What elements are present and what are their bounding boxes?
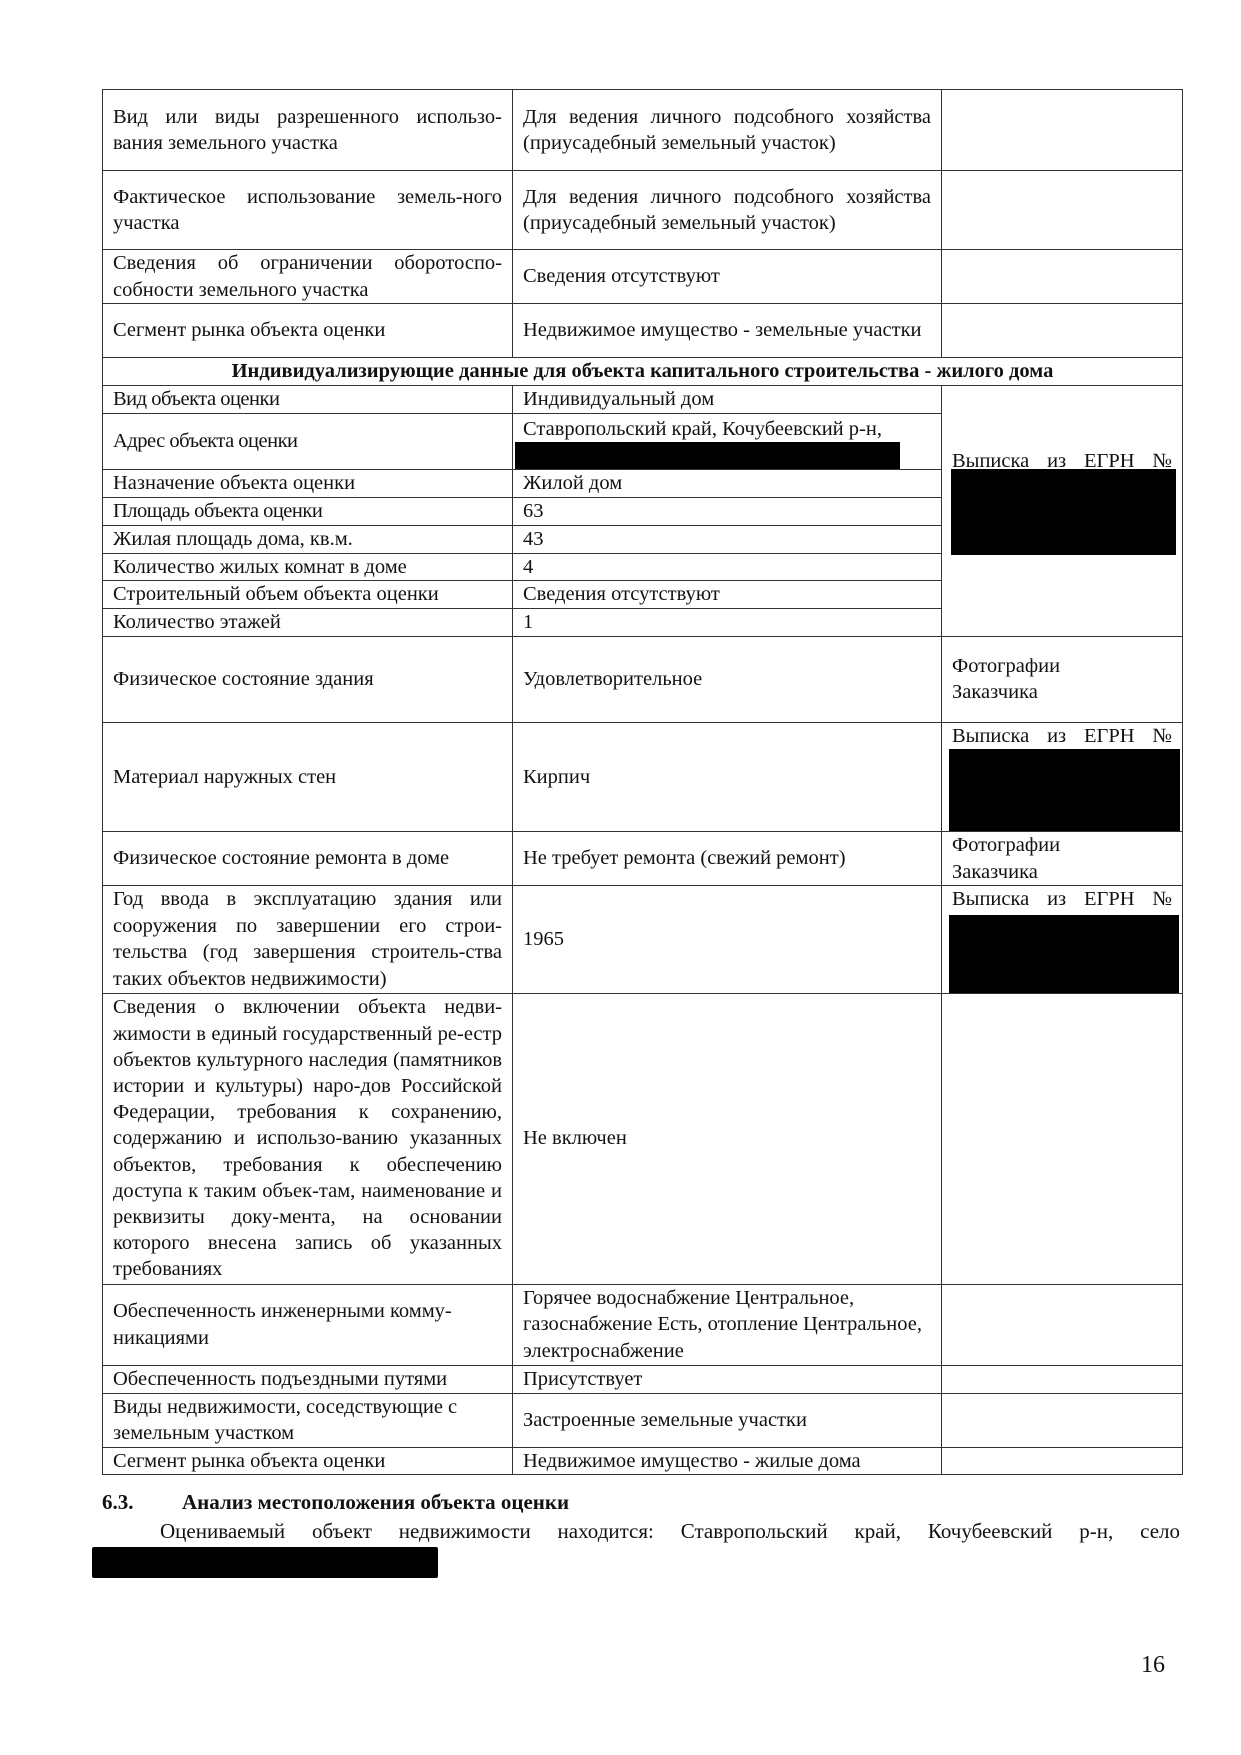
row-value: 4 bbox=[513, 553, 942, 581]
row-label: Количество этажей bbox=[103, 609, 513, 637]
table-row bbox=[103, 304, 1183, 358]
egrn-source-label: Выписка из ЕГРН № bbox=[952, 888, 1172, 910]
photos-source-line1: Фотографии bbox=[952, 654, 1061, 677]
row-label: Адрес объекта оценки bbox=[103, 413, 513, 470]
row-value: Не включен bbox=[513, 993, 942, 1284]
section-title: Индивидуализирующие данные для объекта капитального строительства - жилого дома bbox=[103, 358, 1183, 386]
row-source bbox=[942, 1447, 1183, 1475]
address-text: Ставропольский край, Кочубеевский р-н, bbox=[523, 417, 882, 440]
table-row bbox=[103, 832, 1183, 886]
section-number: 6.3. bbox=[102, 1490, 134, 1514]
row-value: Для ведения личного подсобного хозяйства (приусадебный земельный участок) bbox=[513, 90, 942, 171]
redacted-address bbox=[515, 442, 900, 469]
row-source bbox=[942, 1365, 1183, 1393]
row-label: Фактическое использование земель-ного участка bbox=[103, 171, 513, 250]
table-row bbox=[103, 250, 1183, 304]
row-source bbox=[942, 886, 1183, 994]
redacted-block bbox=[949, 749, 1180, 831]
row-label: Сегмент рынка объекта оценки bbox=[103, 1447, 513, 1475]
row-source bbox=[942, 636, 1183, 722]
row-value bbox=[513, 413, 942, 470]
row-value: Присутствует bbox=[513, 1365, 942, 1393]
table-row bbox=[103, 1447, 1183, 1475]
row-label: Физическое состояние ремонта в доме bbox=[103, 832, 513, 886]
row-value: 1 bbox=[513, 609, 942, 637]
section-header-row bbox=[103, 358, 1183, 386]
redacted-block bbox=[951, 469, 1176, 555]
row-label: Вид объекта оценки bbox=[103, 386, 513, 414]
property-characteristics-table bbox=[102, 89, 1183, 1475]
row-label: Физическое состояние здания bbox=[103, 636, 513, 722]
row-label: Вид или виды разрешенного использо-вания земельного участка bbox=[103, 90, 513, 171]
row-source bbox=[942, 1393, 1183, 1447]
row-source bbox=[942, 386, 1183, 637]
table-row bbox=[103, 993, 1183, 1284]
egrn-source-label: Выписка из ЕГРН № bbox=[952, 450, 1172, 472]
row-label: Площадь объекта оценки bbox=[103, 498, 513, 526]
row-source bbox=[942, 1284, 1183, 1365]
table-row bbox=[103, 171, 1183, 250]
row-label: Жилая площадь дома, кв.м. bbox=[103, 525, 513, 553]
row-source bbox=[942, 90, 1183, 171]
table-row bbox=[103, 886, 1183, 994]
row-source bbox=[942, 993, 1183, 1284]
redacted-block bbox=[949, 915, 1179, 993]
row-value: Индивидуальный дом bbox=[513, 386, 942, 414]
row-source bbox=[942, 722, 1183, 832]
table-row bbox=[103, 1365, 1183, 1393]
row-source bbox=[942, 832, 1183, 886]
table-row bbox=[103, 1393, 1183, 1447]
table-row bbox=[103, 722, 1183, 832]
row-value: Сведения отсутствуют bbox=[513, 250, 942, 304]
table-row bbox=[103, 636, 1183, 722]
row-value: Не требует ремонта (свежий ремонт) bbox=[513, 832, 942, 886]
row-label: Обеспеченность инженерными комму-никациями bbox=[103, 1284, 513, 1365]
table-row bbox=[103, 1284, 1183, 1365]
row-source bbox=[942, 304, 1183, 358]
row-value: 63 bbox=[513, 498, 942, 526]
row-label: Количество жилых комнат в доме bbox=[103, 553, 513, 581]
egrn-source-label: Выписка из ЕГРН № bbox=[952, 724, 1172, 747]
row-label: Строительный объем объекта оценки bbox=[103, 581, 513, 609]
photos-source-line1: Фотографии bbox=[952, 834, 1061, 856]
table-row bbox=[103, 90, 1183, 171]
row-value: Удовлетворительное bbox=[513, 636, 942, 722]
photos-source-line2: Заказчика bbox=[952, 681, 1038, 703]
section-heading-title: Анализ местоположения объекта оценки bbox=[182, 1490, 570, 1514]
row-label: Сведения о включении объекта недви-жимости в единый государственный ре-естр объектов культурного наследия (памятников истории и культуры) наро-дов Российской Федерации, требования к сохранению, содержанию и использо-ванию указанных объектов, требования к обеспечению доступа к таким объек-там, наименование и реквизиты доку-мента, на основании которого внесена запись об указанных требованиях bbox=[103, 993, 513, 1284]
row-value: 43 bbox=[513, 525, 942, 553]
row-label: Сегмент рынка объекта оценки bbox=[103, 304, 513, 358]
row-value: Недвижимое имущество - жилые дома bbox=[513, 1447, 942, 1475]
location-paragraph: Оцениваемый объект недвижимости находится: Ставропольский край, Кочубеевский р-н, село bbox=[160, 1519, 1180, 1543]
row-value: 1965 bbox=[513, 886, 942, 994]
row-value: Кирпич bbox=[513, 722, 942, 832]
row-value: Застроенные земельные участки bbox=[513, 1393, 942, 1447]
photos-source-line2: Заказчика bbox=[952, 860, 1038, 883]
row-value: Для ведения личного подсобного хозяйства (приусадебный земельный участок) bbox=[513, 171, 942, 250]
row-source bbox=[942, 171, 1183, 250]
row-value: Горячее водоснабжение Центральное, газоснабжение Есть, отопление Центральное, электроснабжение bbox=[513, 1284, 942, 1365]
row-label: Назначение объекта оценки bbox=[103, 470, 513, 498]
row-label: Виды недвижимости, соседствующие с земельным участком bbox=[103, 1393, 513, 1447]
row-value: Сведения отсутствуют bbox=[513, 581, 942, 609]
row-value: Недвижимое имущество - земельные участки bbox=[513, 304, 942, 358]
row-label: Обеспеченность подъездными путями bbox=[103, 1365, 513, 1393]
row-label: Материал наружных стен bbox=[103, 722, 513, 832]
row-label: Год ввода в эксплуатацию здания или сооружения по завершении его строи-тельства (год завершения строитель-ства таких объектов недвижимости) bbox=[103, 886, 513, 994]
section-heading bbox=[102, 1490, 569, 1515]
row-label: Сведения об ограничении оборотоспо-собности земельного участка bbox=[103, 250, 513, 304]
row-value: Жилой дом bbox=[513, 470, 942, 498]
row-source bbox=[942, 250, 1183, 304]
redacted-location bbox=[92, 1547, 438, 1578]
table-row bbox=[103, 386, 1183, 414]
page-number: 16 bbox=[1141, 1652, 1165, 1678]
